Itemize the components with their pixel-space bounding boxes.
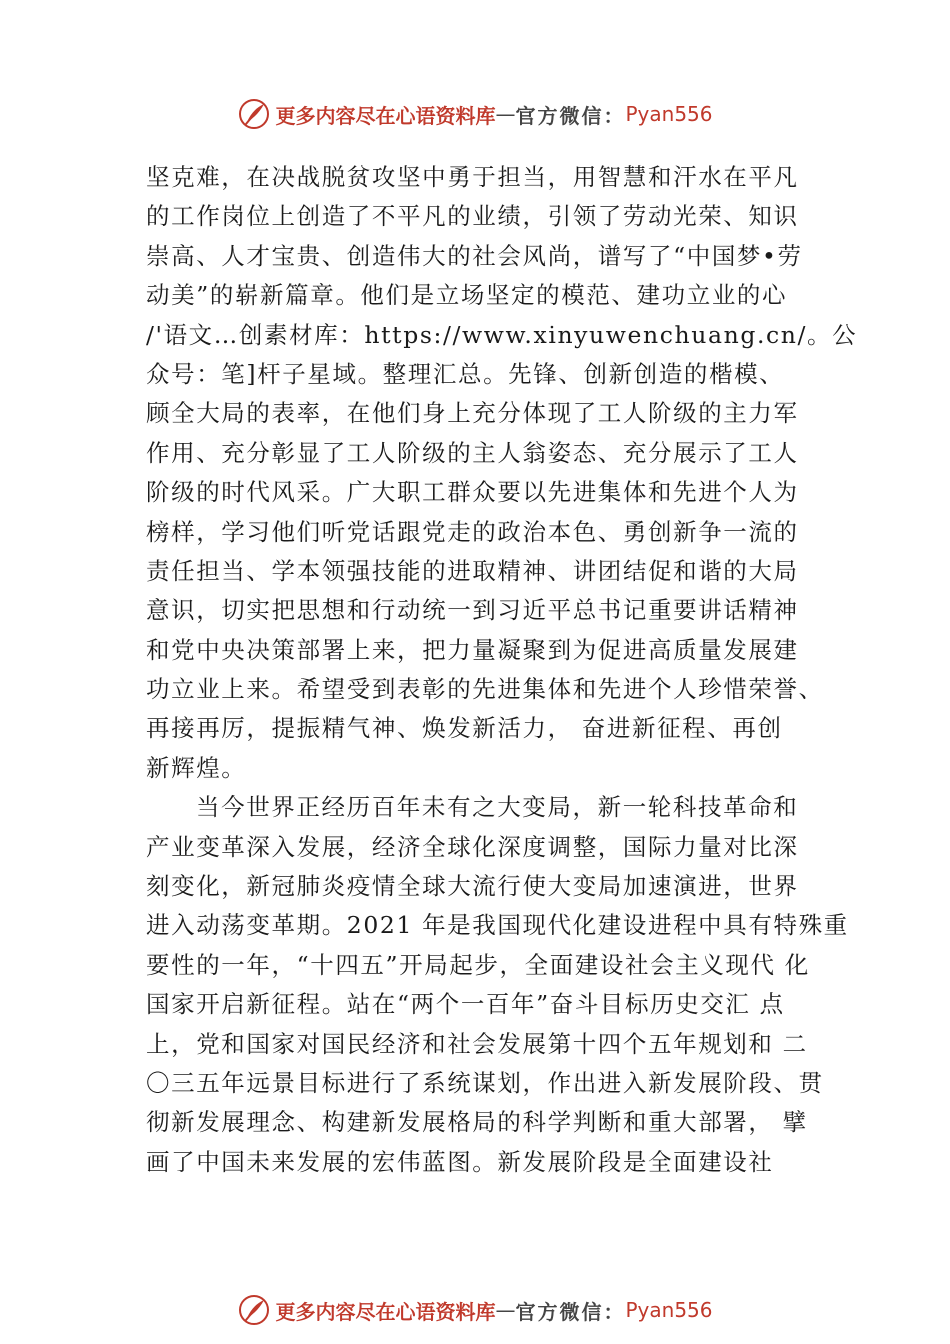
footer-label: 官方微信： <box>515 1299 626 1324</box>
text-line: 功立业上来。希望受到表彰的先进集体和先进个人珍惜荣誉、 <box>146 675 824 704</box>
text-line: 和党中央决策部署上来，把力量凝聚到为促进高质量发展建 <box>146 635 799 664</box>
text-line: 彻新发展理念、构建新发展格局的科学判断和重大部署， 擘 <box>146 1108 808 1137</box>
text-line: 意识，切实把思想和行动统一到习近平总书记重要讲话精神 <box>146 596 799 625</box>
text-line: /'语文…创素材库：https://www.xinyuwenchuang.cn/。公 <box>146 320 858 349</box>
text-line: 阶级的时代风采。广大职工群众要以先进集体和先进个人为 <box>146 478 799 507</box>
text-line: 榜样，学习他们听党话跟党走的政治本色、勇创新争一流的 <box>146 517 799 546</box>
text-line: 新辉煌。 <box>146 753 247 782</box>
text-line: 产业变革深入发展，经济全球化深度调整，国际力量对比深 <box>146 832 799 861</box>
text-line: 的工作岗位上创造了不平凡的业绩，引领了劳动光荣、知识 <box>146 202 799 231</box>
text-line: 要性的一年，“十四五”开局起步，全面建设社会主义现代 化 <box>146 950 810 979</box>
text-line: 国家开启新征程。站在“两个一百年”奋斗目标历史交汇 点 <box>146 990 785 1019</box>
text-line: 责任担当、学本领强技能的进取精神、讲团结促和谐的大局 <box>146 556 799 585</box>
text-line: 坚克难，在决战脱贫攻坚中勇于担当，用智慧和汗水在平凡 <box>146 163 799 191</box>
footer-banner <box>0 1290 950 1330</box>
footer-separator: — <box>495 1298 516 1322</box>
text-line: 众号：笔]杆子星域。整理汇总。先锋、创新创造的楷模、 <box>146 359 785 388</box>
feather-pen-icon <box>237 97 271 131</box>
footer-title: 更多内容尽在心语资料库 <box>275 1299 496 1324</box>
text-line: 画了中国未来发展的宏伟蓝图。新发展阶段是全面建设社 <box>146 1147 774 1176</box>
header-label: 官方微信： <box>515 103 626 128</box>
document-body <box>146 158 858 1182</box>
header-separator: — <box>495 102 516 126</box>
header-account: Pyan556 <box>625 102 713 126</box>
text-line: 上，党和国家对国民经济和社会发展第十四个五年规划和 二 <box>146 1029 808 1058</box>
feather-pen-icon <box>237 1293 271 1327</box>
paragraph-start-line: 当今世界正经历百年未有之大变局，新一轮科技革命和 <box>196 793 799 822</box>
header-title: 更多内容尽在心语资料库 <box>275 103 496 128</box>
footer-account: Pyan556 <box>625 1298 713 1322</box>
text-line: 进入动荡变革期。2021 年是我国现代化建设进程中具有特殊重 <box>146 911 849 940</box>
text-line: 作用、充分彰显了工人阶级的主人翁姿态、充分展示了工人 <box>146 438 799 467</box>
text-line: 刻变化，新冠肺炎疫情全球大流行使大变局加速演进，世界 <box>146 872 799 901</box>
text-line: 再接再厉，提振精气神、焕发新活力， 奋进新征程、再创 <box>146 714 783 743</box>
text-line: 顾全大局的表率，在他们身上充分体现了工人阶级的主力军 <box>146 399 799 428</box>
text-line: 动美”的崭新篇章。他们是立场坚定的模范、建功立业的心 <box>146 281 788 310</box>
text-line: 崇高、人才宝贵、创造伟大的社会风尚，谱写了“中国梦•劳 <box>146 241 803 270</box>
header-banner <box>0 94 950 134</box>
text-line: 〇三五年远景目标进行了系统谋划，作出进入新发展阶段、贯 <box>146 1068 824 1097</box>
